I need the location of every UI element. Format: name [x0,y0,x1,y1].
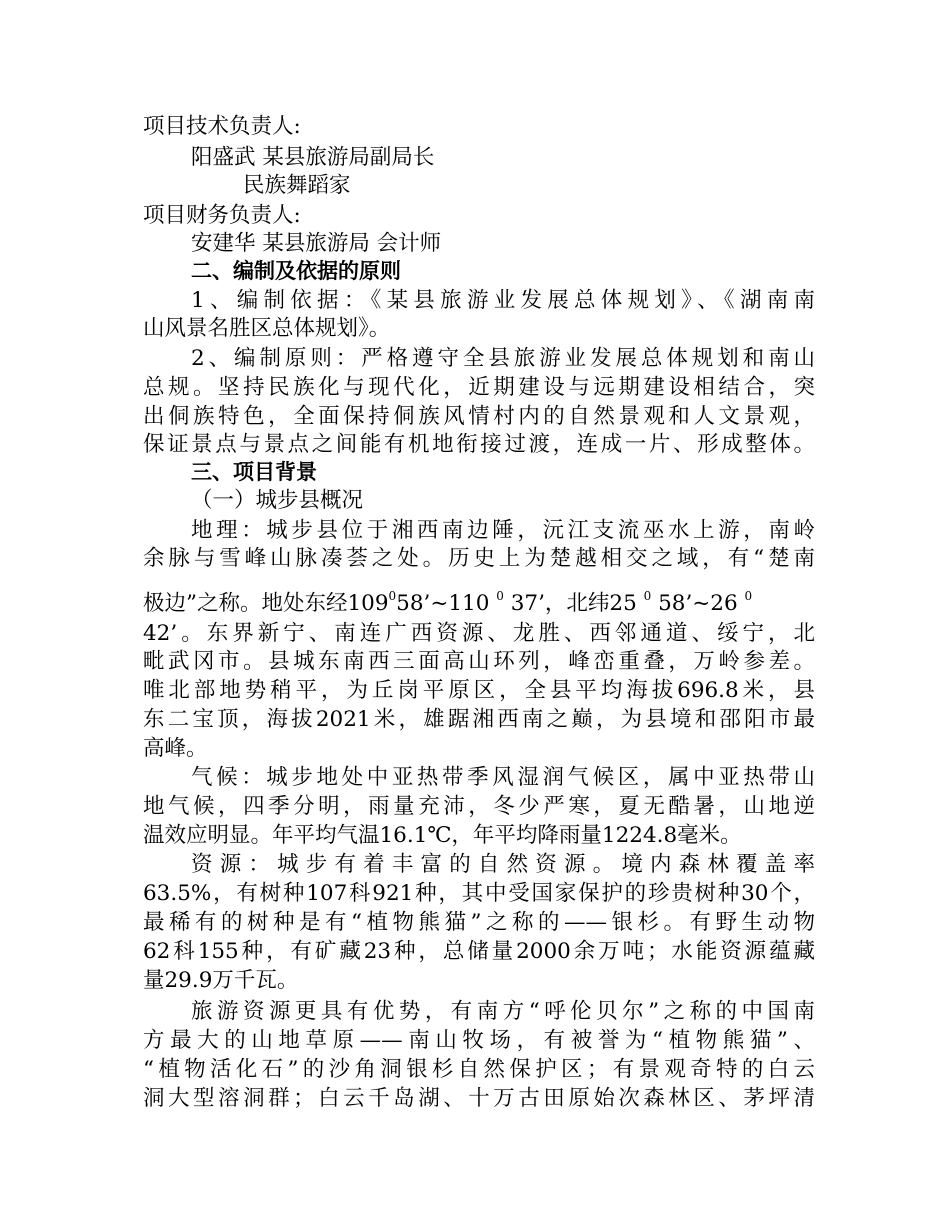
text-segment: 58’~26 [651,591,745,616]
degree-mark: 0 [388,589,397,603]
text-line: 高峰。 [143,736,208,761]
text-line: 唯北部地势稍平，为丘岗平原区，全县平均海拔696.8米，县 [143,678,815,703]
text-line: 63.5%，有树种107科921种，其中受国家保护的珍贵树种30个， [143,881,815,906]
text-segment: 极边”之称。地处东经109 [143,591,389,616]
text-line: 地理：城步县位于湘西南边陲，沅江支流巫水上游，南岭 [191,518,815,543]
text-line: 42’。东界新宁、南连广西资源、龙胜、西邻通道、绥宁，北 [143,621,815,646]
coordinates-line [143,582,753,616]
text-line: 地气候，四季分明，雨量充沛，冬少严寒，夏无酷暑，山地逆 [143,794,815,819]
text-line: 东二宝顶，海拔2021米，雄踞湘西南之巅，为县境和邵阳市最 [143,707,815,732]
degree-mark: 0 [496,589,504,603]
text-line: 洞大型溶洞群；白云千岛湖、十万古田原始次森林区、茅坪清 [143,1086,815,1111]
text-line: 山风景名胜区总体规划》。 [143,316,391,341]
text-segment: 58’~110 [396,591,497,616]
text-line: 气候：城步地处中亚热带季风湿润气候区，属中亚热带山 [191,765,815,790]
text-line: 2、编制原则：严格遵守全县旅游业发展总体规划和南山 [191,346,815,371]
text-line: 出侗族特色，全面保持侗族风情村内的自然景观和人文景观， [143,404,815,429]
degree-mark: 0 [643,589,652,603]
text-line: 余脉与雪峰山脉凑荟之处。历史上为楚越相交之域，有“楚南 [143,546,815,571]
subsection-heading: （一）城步县概况 [191,488,364,513]
text-line: 最稀有的树种是有“植物熊猫”之称的——银杉。有野生动物 [143,910,815,935]
text-line: 62科155种，有矿藏23种，总储量2000余万吨；水能资源蕴藏 [143,939,815,964]
text-line: 项目财务负责人: [143,203,301,228]
text-line: 毗武冈市。县城东南西三面高山环列，峰峦重叠，万岭参差。 [143,649,815,674]
text-line: 量29.9万千瓦。 [143,968,299,993]
text-line: 保证景点与景点之间能有机地衔接过渡，连成一片、形成整体。 [143,432,815,457]
text-line: 阳盛武 某县旅游局副局长 [191,145,435,170]
text-line: 旅游资源更具有优势，有南方“呼伦贝尔”之称的中国南 [191,999,815,1024]
section-heading: 二、编制及依据的原则 [191,259,401,283]
text-line: 安建华 某县旅游局 会计师 [191,231,442,256]
text-segment: 37’，北纬25 [503,591,644,616]
text-line: 温效应明显。年平均气温16.1℃，年平均降雨量1224.8毫米。 [143,823,742,848]
degree-mark: 0 [744,589,753,603]
text-line: 1、编制依据：《某县旅游业发展总体规划》、《湖南南 [191,288,815,313]
section-heading: 三、项目背景 [191,460,317,484]
text-line: “植物活化石”的沙角洞银杉自然保护区；有景观奇特的白云 [143,1057,815,1082]
text-line: 总规。坚持民族化与现代化，近期建设与远期建设相结合，突 [143,375,815,400]
text-line: 资源：城步有着丰富的自然资源。境内森林覆盖率 [191,852,815,877]
text-line: 方最大的山地草原——南山牧场，有被誉为“植物熊猫”、 [143,1028,815,1053]
text-line: 民族舞蹈家 [243,173,351,198]
text-line: 项目技术负责人: [143,114,301,139]
